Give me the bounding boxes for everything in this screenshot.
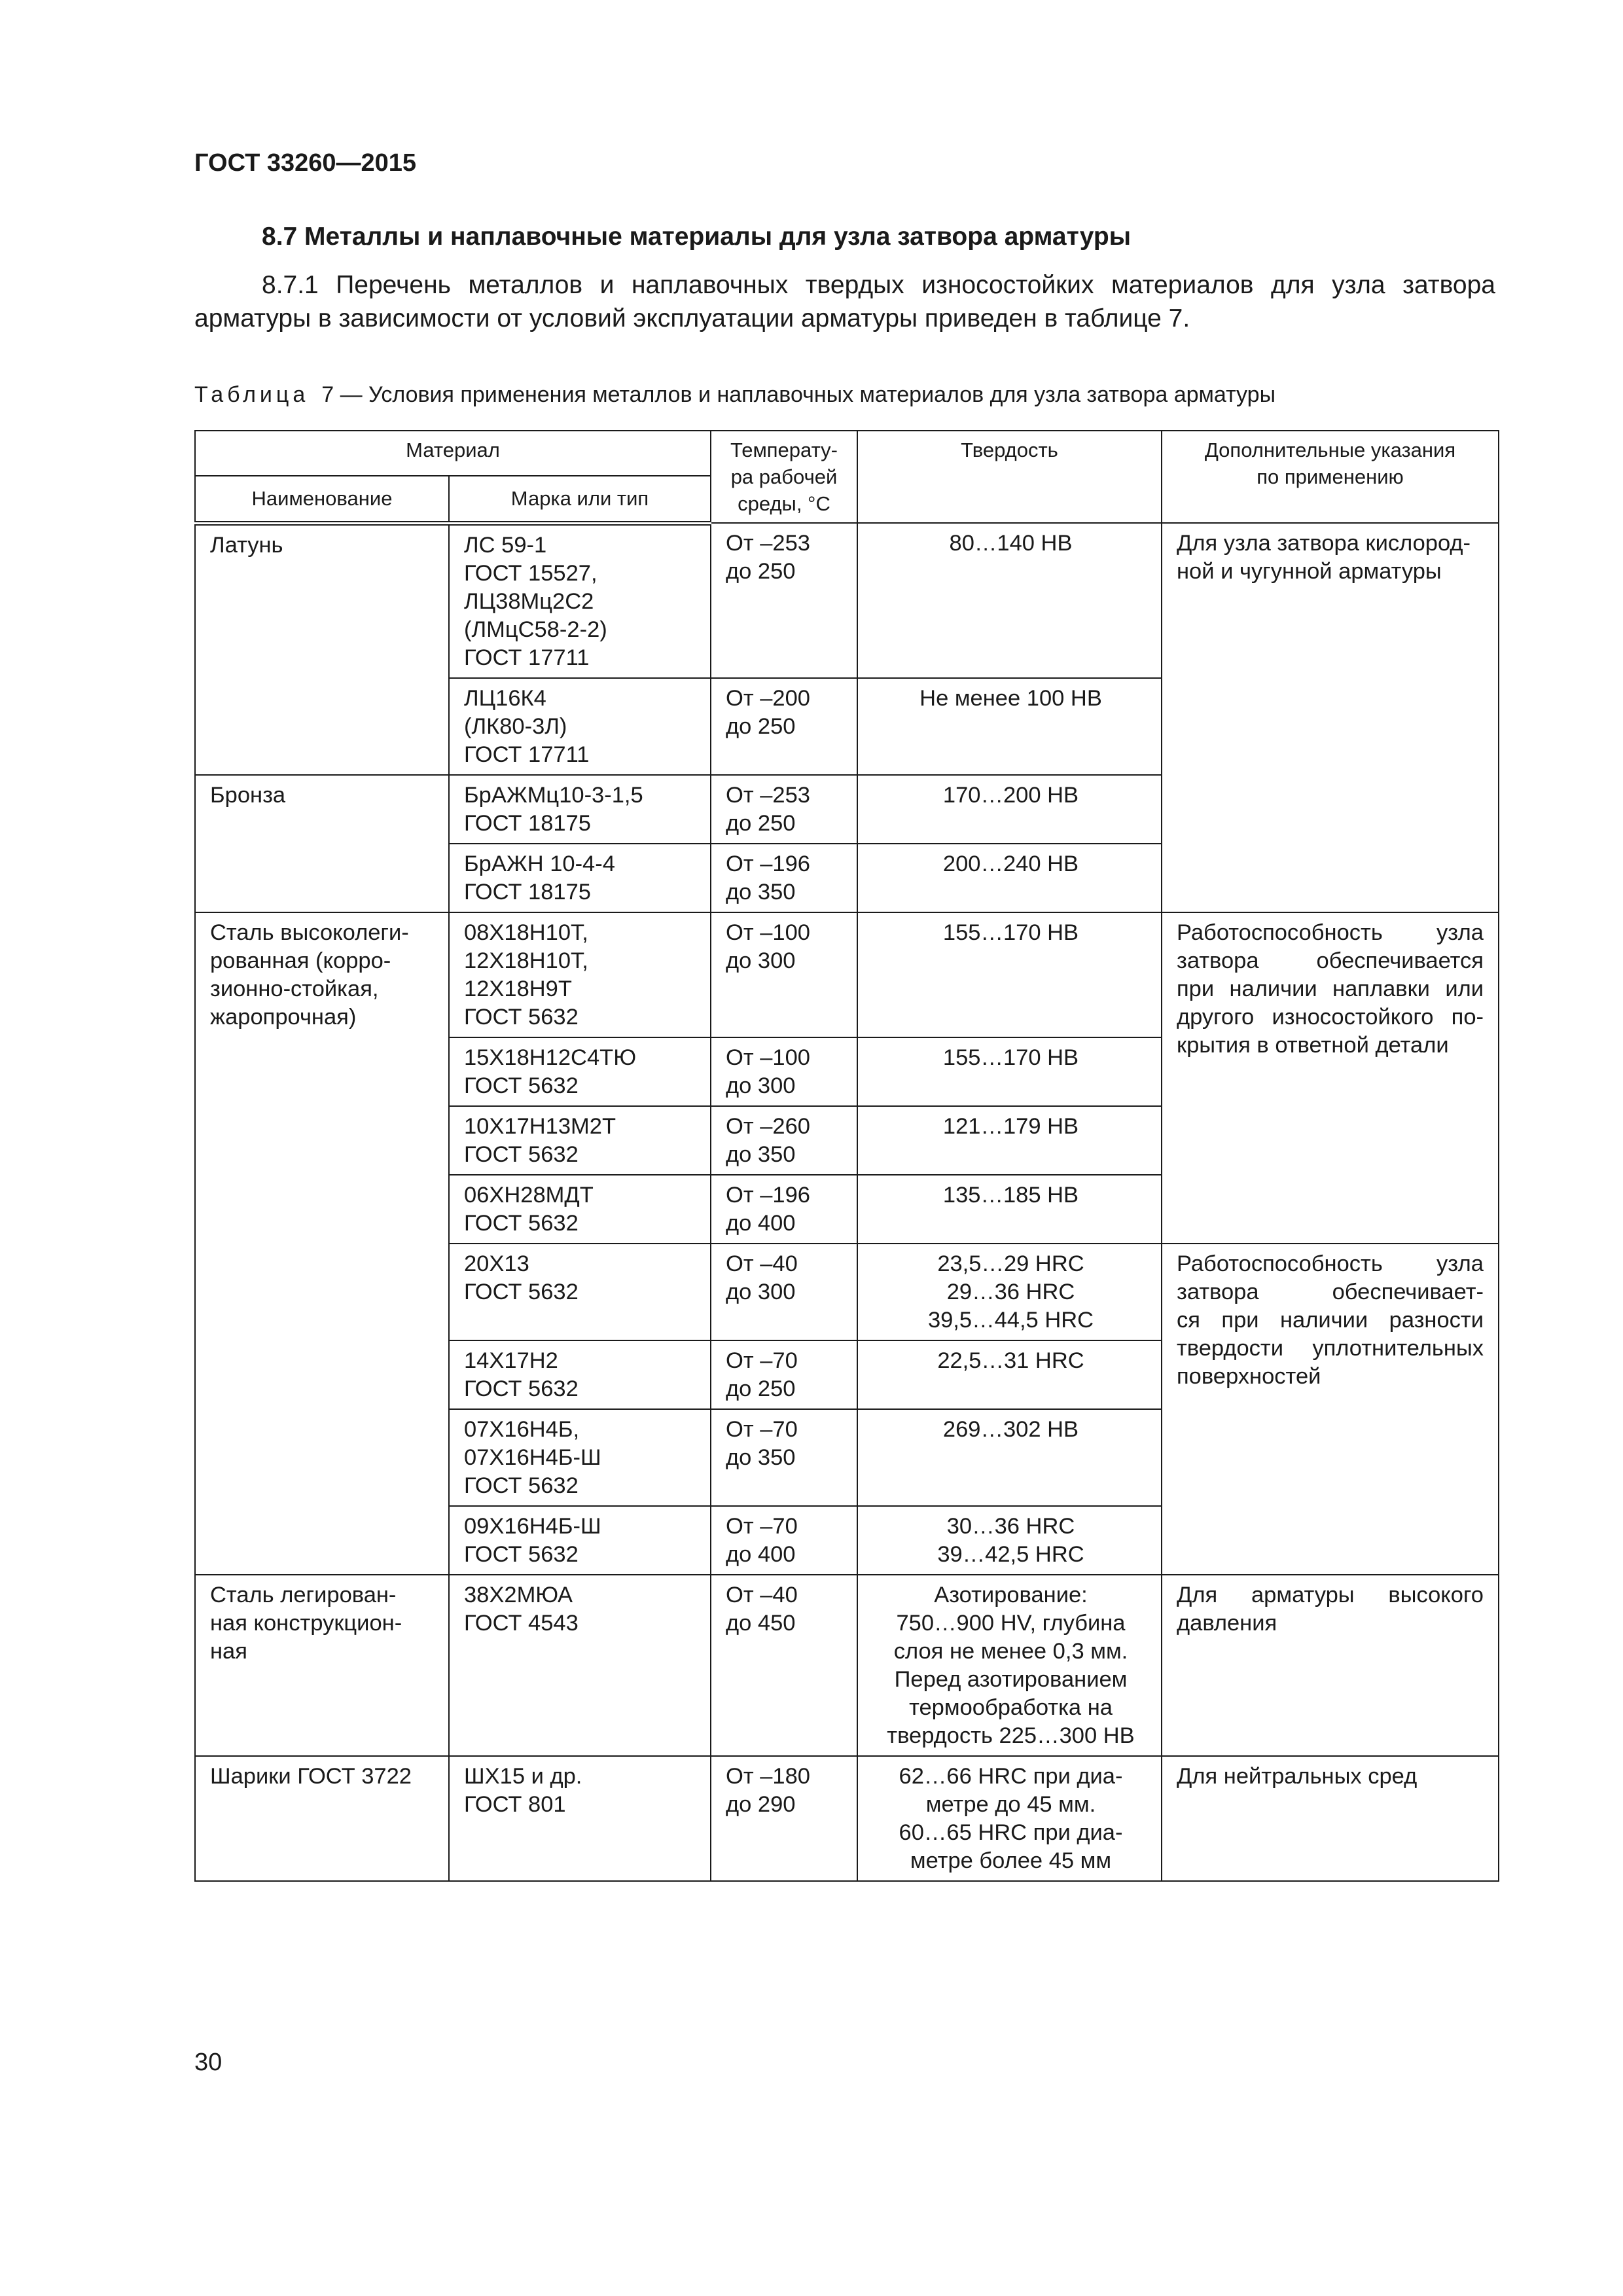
grade-cell-line: ГОСТ 17711 bbox=[464, 742, 590, 767]
temperature-cell-line: От –100 bbox=[726, 920, 810, 945]
hardness-cell-line: 29…36 HRC bbox=[946, 1279, 1075, 1304]
hardness-cell-line: 170…200 НВ bbox=[942, 782, 1079, 808]
materials-table bbox=[194, 430, 1499, 1882]
temperature-cell-line: до 450 bbox=[726, 1610, 796, 1636]
notes-cell-line: при наличии наплавки или bbox=[1177, 976, 1484, 1001]
hardness-cell-line: 750…900 HV, глубина bbox=[896, 1610, 1126, 1636]
temperature-cell-line: до 290 bbox=[726, 1791, 796, 1817]
notes-cell-line: Работоспособность узла bbox=[1177, 1251, 1484, 1276]
material-name-cell-line: Сталь высоколеги- bbox=[210, 920, 409, 945]
table-row bbox=[195, 1575, 1499, 1756]
temperature-cell-line: От –40 bbox=[726, 1582, 798, 1607]
notes-cell bbox=[1162, 1756, 1499, 1881]
hardness-cell bbox=[857, 678, 1162, 775]
material-name-cell-line: жаропрочная) bbox=[210, 1004, 357, 1030]
material-name-cell-line: Бронза bbox=[210, 782, 286, 808]
grade-cell-line: ЛС 59-1 bbox=[464, 532, 547, 558]
grade-cell-line: 09Х16Н4Б-Ш bbox=[464, 1513, 601, 1539]
temperature-cell bbox=[711, 912, 857, 1037]
hardness-cell-line: 30…36 HRC bbox=[946, 1513, 1075, 1539]
grade-cell-line: ГОСТ 5632 bbox=[464, 1073, 579, 1098]
material-name-cell-line: рованная (корро- bbox=[210, 948, 391, 973]
temperature-cell bbox=[711, 1175, 857, 1244]
body-paragraph: 8.7.1 Перечень металлов и наплавочных твердых износостойких материалов для узла затвора арматуры в зависимости от условий эксплуатации арматуры приведен в таблице 7. bbox=[194, 271, 1495, 332]
hardness-cell-line: Перед азотированием bbox=[894, 1666, 1128, 1692]
grade-cell-line: ГОСТ 4543 bbox=[464, 1610, 579, 1636]
temperature-cell bbox=[711, 678, 857, 775]
temperature-cell-line: От –253 bbox=[726, 531, 810, 556]
hardness-cell-line: 60…65 HRC при диа- bbox=[899, 1820, 1123, 1845]
hardness-cell bbox=[857, 1037, 1162, 1106]
temperature-cell-line: От –70 bbox=[726, 1348, 798, 1373]
temperature-cell-line: до 300 bbox=[726, 948, 796, 973]
grade-cell bbox=[449, 523, 711, 678]
hardness-cell-line: метре более 45 мм bbox=[910, 1848, 1112, 1873]
temperature-cell-line: От –196 bbox=[726, 851, 810, 876]
temperature-cell-line: От –100 bbox=[726, 1045, 810, 1070]
hardness-cell-line: твердость 225…300 НВ bbox=[887, 1723, 1135, 1748]
table-row bbox=[195, 1756, 1499, 1881]
hardness-cell-line: Азотирование: bbox=[934, 1582, 1088, 1607]
temperature-cell bbox=[711, 1037, 857, 1106]
grade-cell-line: ГОСТ 801 bbox=[464, 1791, 566, 1817]
temperature-cell-line: до 300 bbox=[726, 1279, 796, 1304]
table-row bbox=[195, 912, 1499, 1037]
grade-cell-line: ГОСТ 15527, bbox=[464, 560, 597, 586]
temperature-cell-line: до 250 bbox=[726, 713, 796, 739]
material-name-cell-line: ная конструкцион- bbox=[210, 1610, 402, 1636]
table-row bbox=[195, 523, 1499, 678]
notes-cell-line: давления bbox=[1177, 1610, 1277, 1636]
table-caption bbox=[194, 382, 1275, 408]
notes-cell bbox=[1162, 523, 1499, 912]
temperature-cell-line: до 400 bbox=[726, 1210, 796, 1236]
temperature-cell-line: От –200 bbox=[726, 685, 810, 711]
hardness-cell bbox=[857, 844, 1162, 912]
grade-cell-line: 08Х18Н10Т, bbox=[464, 920, 588, 945]
hardness-cell bbox=[857, 912, 1162, 1037]
hardness-cell-line: 200…240 НВ bbox=[942, 851, 1079, 876]
grade-cell-line: 38Х2МЮА bbox=[464, 1582, 573, 1607]
document-header: ГОСТ 33260—2015 bbox=[194, 149, 417, 177]
grade-cell-line: 15Х18Н12С4ТЮ bbox=[464, 1045, 637, 1070]
section-title: 8.7 Металлы и наплавочные материалы для узла затвора арматуры bbox=[262, 223, 1131, 251]
temperature-cell-line: От –70 bbox=[726, 1513, 798, 1539]
header-temperature-line: Температу- bbox=[730, 439, 838, 461]
material-name-cell-line: Шарики ГОСТ 3722 bbox=[210, 1763, 412, 1789]
temperature-cell-line: до 350 bbox=[726, 1141, 796, 1167]
notes-cell-line: ной и чугунной арматуры bbox=[1177, 559, 1442, 584]
temperature-cell-line: От –70 bbox=[726, 1416, 798, 1442]
temperature-cell bbox=[711, 1106, 857, 1175]
grade-cell-line: ГОСТ 5632 bbox=[464, 1541, 579, 1567]
grade-cell-line: (ЛМцС58-2-2) bbox=[464, 617, 607, 642]
hardness-cell-line: 23,5…29 HRC bbox=[937, 1251, 1084, 1276]
grade-cell-line: (ЛК80-3Л) bbox=[464, 713, 567, 739]
grade-cell-line: ЛЦ16К4 bbox=[464, 685, 546, 711]
grade-cell bbox=[449, 1037, 711, 1106]
notes-cell bbox=[1162, 1244, 1499, 1575]
grade-cell-line: 14Х17Н2 bbox=[464, 1348, 558, 1373]
grade-cell-line: ГОСТ 5632 bbox=[464, 1141, 579, 1167]
notes-cell-line: поверхностей bbox=[1177, 1363, 1321, 1389]
hardness-cell-line: 269…302 НВ bbox=[942, 1416, 1079, 1442]
grade-cell-line: ГОСТ 5632 bbox=[464, 1210, 579, 1236]
grade-cell bbox=[449, 1340, 711, 1409]
notes-cell bbox=[1162, 912, 1499, 1244]
grade-cell-line: ГОСТ 5632 bbox=[464, 1004, 579, 1030]
notes-cell-line: Для нейтральных сред bbox=[1177, 1763, 1418, 1789]
page-number: 30 bbox=[194, 2049, 223, 2076]
notes-cell-line: затвора обеспечивает- bbox=[1177, 1279, 1484, 1304]
header-temperature bbox=[711, 431, 857, 523]
table-caption-text: 7 — Условия применения металлов и наплавочных материалов для узла затвора арматуры bbox=[321, 382, 1276, 407]
grade-cell-line: ГОСТ 5632 bbox=[464, 1376, 579, 1401]
grade-cell bbox=[449, 1175, 711, 1244]
hardness-cell bbox=[857, 1409, 1162, 1506]
hardness-cell bbox=[857, 1244, 1162, 1340]
material-name-cell bbox=[195, 1756, 449, 1881]
hardness-cell-line: 155…170 НВ bbox=[942, 1045, 1079, 1070]
hardness-cell-line: Не менее 100 НВ bbox=[919, 685, 1102, 711]
temperature-cell-line: От –180 bbox=[726, 1763, 810, 1789]
hardness-cell bbox=[857, 1575, 1162, 1756]
temperature-cell-line: до 350 bbox=[726, 879, 796, 905]
hardness-cell-line: 39,5…44,5 HRC bbox=[927, 1307, 1094, 1333]
grade-cell bbox=[449, 775, 711, 844]
temperature-cell-line: до 250 bbox=[726, 810, 796, 836]
grade-cell bbox=[449, 1409, 711, 1506]
temperature-cell-line: От –253 bbox=[726, 782, 810, 808]
hardness-cell-line: слоя не менее 0,3 мм. bbox=[893, 1638, 1128, 1664]
grade-cell-line: 12Х18Н10Т, bbox=[464, 948, 588, 973]
grade-cell-line: 06ХН28МДТ bbox=[464, 1182, 594, 1208]
material-name-cell-line: Сталь легирован- bbox=[210, 1582, 397, 1607]
hardness-cell-line: 135…185 НВ bbox=[942, 1182, 1079, 1208]
temperature-cell-line: до 300 bbox=[726, 1073, 796, 1098]
hardness-cell bbox=[857, 775, 1162, 844]
hardness-cell-line: термообработка на bbox=[909, 1695, 1113, 1720]
notes-cell-line: другого износостойкого по- bbox=[1177, 1004, 1484, 1030]
header-notes bbox=[1162, 431, 1499, 523]
notes-cell-line: Для узла затвора кислород- bbox=[1177, 531, 1471, 556]
grade-cell-line: БрАЖН 10-4-4 bbox=[464, 851, 615, 876]
temperature-cell-line: От –260 bbox=[726, 1113, 810, 1139]
grade-cell-line: ШХ15 и др. bbox=[464, 1763, 582, 1789]
material-name-cell-line: зионно-стойкая, bbox=[210, 976, 379, 1001]
temperature-cell-line: до 400 bbox=[726, 1541, 796, 1567]
hardness-cell bbox=[857, 1506, 1162, 1575]
notes-cell-line: затвора обеспечивается bbox=[1177, 948, 1484, 973]
grade-cell bbox=[449, 678, 711, 775]
grade-cell bbox=[449, 844, 711, 912]
hardness-cell bbox=[857, 523, 1162, 678]
material-name-cell-line: ная bbox=[210, 1638, 247, 1664]
notes-cell-line: ся при наличии разности bbox=[1177, 1307, 1484, 1333]
grade-cell-line: ГОСТ 5632 bbox=[464, 1473, 579, 1498]
material-name-cell-line: Латунь bbox=[210, 532, 283, 558]
temperature-cell bbox=[711, 775, 857, 844]
hardness-cell-line: 121…179 НВ bbox=[942, 1113, 1079, 1139]
material-name-cell bbox=[195, 775, 449, 912]
temperature-cell-line: От –40 bbox=[726, 1251, 798, 1276]
grade-cell bbox=[449, 1575, 711, 1756]
temperature-cell bbox=[711, 844, 857, 912]
hardness-cell bbox=[857, 1175, 1162, 1244]
grade-cell bbox=[449, 1106, 711, 1175]
table-body bbox=[195, 523, 1499, 1881]
grade-cell-line: ГОСТ 18175 bbox=[464, 879, 591, 905]
hardness-cell-line: 39…42,5 HRC bbox=[937, 1541, 1084, 1567]
grade-cell-line: ГОСТ 17711 bbox=[464, 645, 590, 670]
hardness-cell bbox=[857, 1106, 1162, 1175]
header-notes-line: Дополнительные указания bbox=[1204, 439, 1456, 461]
grade-cell-line: ЛЦ38Мц2С2 bbox=[464, 588, 594, 614]
temperature-cell bbox=[711, 1244, 857, 1340]
grade-cell bbox=[449, 1244, 711, 1340]
notes-cell-line: твердости уплотнительных bbox=[1177, 1335, 1484, 1361]
temperature-cell bbox=[711, 1756, 857, 1881]
grade-cell-line: 12Х18Н9Т bbox=[464, 976, 572, 1001]
temperature-cell bbox=[711, 1575, 857, 1756]
temperature-cell bbox=[711, 1506, 857, 1575]
notes-cell-line: Для арматуры высокого bbox=[1177, 1582, 1484, 1607]
grade-cell-line: 07Х16Н4Б, bbox=[464, 1416, 580, 1442]
grade-cell bbox=[449, 912, 711, 1037]
hardness-cell-line: метре до 45 мм. bbox=[925, 1791, 1096, 1817]
notes-cell-line: крытия в ответной детали bbox=[1177, 1032, 1449, 1058]
temperature-cell-line: до 250 bbox=[726, 559, 796, 584]
grade-cell-line: 07Х16Н4Б-Ш bbox=[464, 1444, 601, 1470]
hardness-cell bbox=[857, 1756, 1162, 1881]
material-name-cell bbox=[195, 912, 449, 1575]
header-temperature-line: ра рабочей bbox=[730, 465, 838, 488]
grade-cell-line: 20Х13 bbox=[464, 1251, 529, 1276]
temperature-cell-line: до 250 bbox=[726, 1376, 796, 1401]
header-grade: Марка или тип bbox=[449, 476, 711, 523]
temperature-cell-line: От –196 bbox=[726, 1182, 810, 1208]
material-name-cell bbox=[195, 1575, 449, 1756]
header-hardness: Твердость bbox=[857, 431, 1162, 523]
temperature-cell bbox=[711, 523, 857, 678]
header-temperature-line: среды, °С bbox=[738, 492, 830, 515]
material-name-cell bbox=[195, 523, 449, 775]
notes-cell bbox=[1162, 1575, 1499, 1756]
temperature-cell bbox=[711, 1409, 857, 1506]
hardness-cell-line: 62…66 HRC при диа- bbox=[899, 1763, 1123, 1789]
grade-cell-line: БрАЖМц10-3-1,5 bbox=[464, 782, 643, 808]
hardness-cell-line: 80…140 НВ bbox=[949, 531, 1073, 556]
header-notes-line: по применению bbox=[1257, 465, 1404, 488]
notes-cell-line: Работоспособность узла bbox=[1177, 920, 1484, 945]
table-caption-prefix: Таблица bbox=[194, 382, 310, 407]
hardness-cell-line: 22,5…31 HRC bbox=[937, 1348, 1084, 1373]
grade-cell bbox=[449, 1756, 711, 1881]
hardness-cell bbox=[857, 1340, 1162, 1409]
header-material: Материал bbox=[195, 431, 711, 476]
grade-cell-line: ГОСТ 18175 bbox=[464, 810, 591, 836]
temperature-cell bbox=[711, 1340, 857, 1409]
header-name: Наименование bbox=[195, 476, 449, 523]
hardness-cell-line: 155…170 НВ bbox=[942, 920, 1079, 945]
grade-cell-line: ГОСТ 5632 bbox=[464, 1279, 579, 1304]
temperature-cell-line: до 350 bbox=[726, 1444, 796, 1470]
grade-cell bbox=[449, 1506, 711, 1575]
grade-cell-line: 10Х17Н13М2Т bbox=[464, 1113, 616, 1139]
